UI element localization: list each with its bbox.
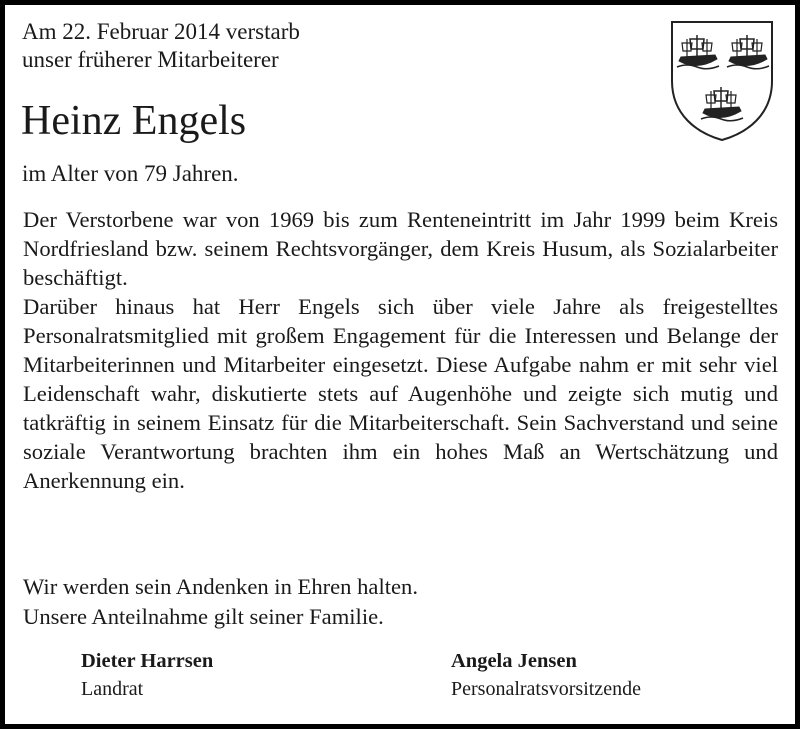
intro-line-2: unser früherer Mitarbeiterer — [22, 47, 279, 72]
closing-text — [23, 572, 418, 632]
signature-left — [81, 647, 213, 703]
notice-body — [23, 205, 778, 495]
deceased-name: Heinz Engels — [21, 98, 247, 144]
coat-of-arms-ships-icon — [669, 19, 775, 143]
signature-title: Personalratsvorsitzende — [451, 678, 641, 700]
closing-line-2: Unsere Anteilnahme gilt seiner Familie. — [23, 604, 384, 629]
signature-name: Angela Jensen — [451, 650, 577, 672]
age-line: im Alter von 79 Jahren. — [22, 161, 239, 186]
obituary-notice — [5, 5, 795, 724]
signature-name: Dieter Harrsen — [81, 650, 214, 672]
intro-line-1: Am 22. Februar 2014 verstarb — [22, 19, 300, 44]
signature-title: Landrat — [81, 678, 144, 700]
body-paragraph-1: Der Verstorbene war von 1969 bis zum Renteneintritt im Jahr 1999 beim Kreis Nordfriesland bzw. seinem Rechtsvorgänger, dem Kreis Husum, als Sozialarbeiter beschäftigt. — [23, 207, 778, 290]
closing-line-1: Wir werden sein Andenken in Ehren halten. — [23, 574, 418, 599]
body-paragraph-2: Darüber hinaus hat Herr Engels sich über viele Jahre als freigestelltes Personalratsmitglied mit großem Engagement für die Interessen und Belange der Mitarbeiterinnen und Mitarbeiter eingesetzt. Diese Aufgabe nahm er mit sehr viel Leidenschaft wahr, diskutierte stets auf Augenhöhe und zeigte sich mutig und tatkräftig in seinem Einsatz für die Mitarbeiterschaft. Sein Sachverstand und seine soziale Verantwortung brachten ihm ein hohes Maß an Wertschätzung und Anerkennung ein. — [23, 294, 778, 493]
signature-right — [451, 647, 641, 703]
